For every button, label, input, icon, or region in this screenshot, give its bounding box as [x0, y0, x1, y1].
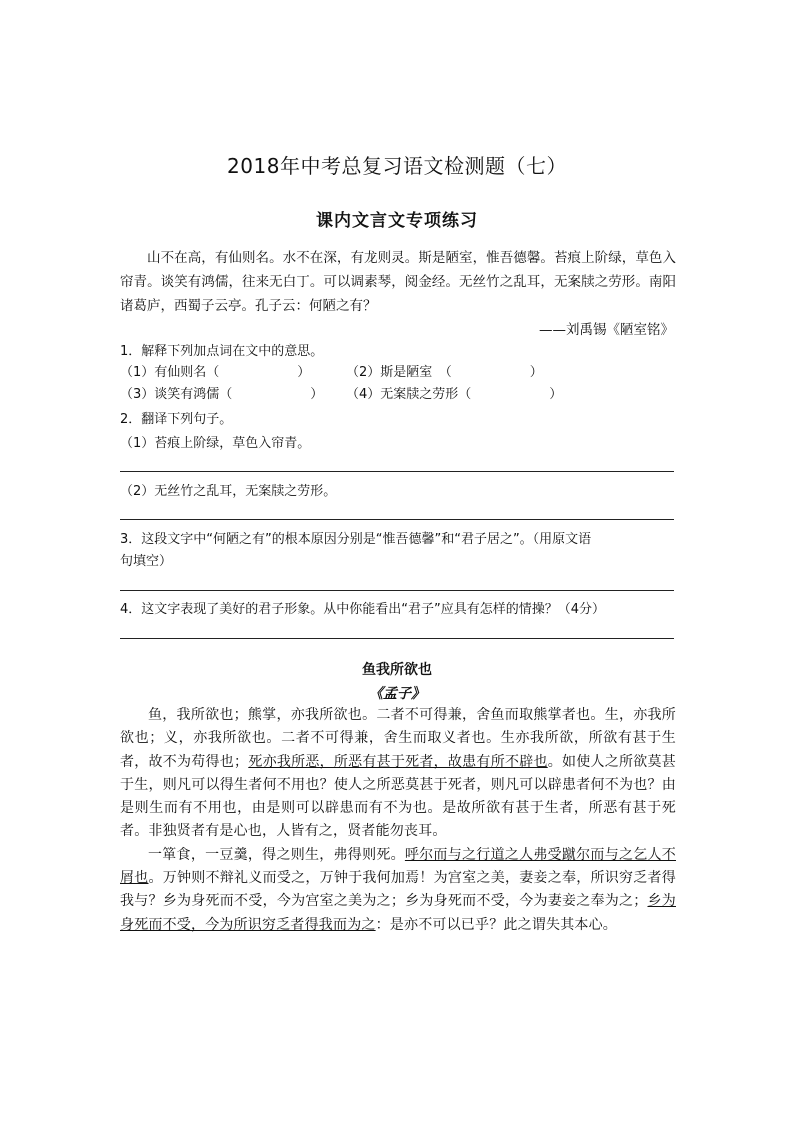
passage-yu-wo-suo-yu [120, 704, 676, 937]
passage-lou-shi-ming [120, 246, 676, 318]
passage-2-title: 鱼我所欲也 [362, 662, 432, 678]
question-1-stem: 1．解释下列加点词在文中的意思。 [120, 344, 324, 359]
question-1-item-3: （3）谈笑有鸿儒（ ） [120, 387, 324, 402]
passage-2-paragraph-1 [120, 704, 676, 844]
underlined-sentence-3: 乡为身死而不受，今为所识穷乏者得我而为之 [120, 893, 676, 933]
paragraph-2-text-c: ：是亦不可以已乎？此之谓失其本心。 [375, 916, 618, 933]
paragraph-1-text-a: 鱼，我所欲也；熊掌，亦我所欲也。二者不可得兼，舍鱼而取熊掌者也。生，亦我所欲也；义，亦我所欲也。二者不可得兼，舍生而取义者也。生亦我所欲，所欲有甚于生者，故不为苟得也； [120, 707, 676, 770]
question-3-line-1: 3．这段文字中“何陋之有”的根本原因分别是“惟吾德馨”和“君子居之”。（用原文语 [120, 532, 592, 547]
answer-line-1[interactable] [120, 471, 674, 472]
paragraph-2-text-a: 一箪食，一豆羹，得之则生，弗得则死。 [148, 846, 405, 863]
answer-line-4[interactable] [120, 638, 674, 639]
question-1-item-1: （1）有仙则名（ ） [120, 365, 311, 380]
answer-line-3[interactable] [120, 590, 674, 591]
passage-text: 山不在高，有仙则名。水不在深，有龙则灵。斯是陋室，惟吾德馨。苔痕上阶绿，草色入帘青。谈笑有鸿儒，往来无白丁。可以调素琴，阅金经。无丝竹之乱耳，无案牍之劳形。南阳诸葛庐，西蜀子云亭。孔子云：何陋之有？ [120, 250, 676, 314]
question-1-row-2 [120, 384, 562, 406]
passage-2-author: 《孟子》 [369, 686, 425, 702]
underlined-sentence-2: 呼尔而与之行道之人弗受蹴尔而与之乞人不屑也 [120, 846, 676, 887]
question-1-item-4: （4）无案牍之劳形（ ） [346, 387, 563, 402]
paragraph-2-text-b: 。万钟则不辩礼义而受之，万钟于我何加焉！为宫室之美，妻妾之奉，所识穷乏者得我与？乡为身死而不受，今为宫室之美为之；乡为身死而不受，今为妻妾之奉为之； [120, 870, 676, 910]
passage-2-paragraph-2 [120, 844, 676, 937]
question-1-item-2: （2）斯是陋室 （ ） [346, 365, 543, 380]
question-2-sentence-2: （2）无丝竹之乱耳，无案牍之劳形。 [120, 484, 337, 499]
page-subtitle: 课内文言文专项练习 [316, 211, 478, 231]
page-title: 2018年中考总复习语文检测题（七） [227, 154, 567, 178]
question-4-stem: 4．这文字表现了美好的君子形象。从中你能看出“君子”应具有怎样的情操？（4分） [120, 602, 606, 617]
question-1-row-1 [120, 362, 543, 384]
paragraph-1-text-b: 。如使人之所欲莫甚于生，则凡可以得生者何不用也？使人之所恶莫甚于死者，则凡可以辟患者何不为也？由是则生而有不用也，由是则可以辟患而有不为也。是故所欲有甚于生者，所恶有甚于死者。非独贤者有是心也，人皆有之，贤者能勿丧耳。 [120, 753, 676, 840]
question-2-sentence-1: （1）苔痕上阶绿，草色入帘青。 [120, 436, 311, 451]
underlined-sentence-1: 死亦我所恶，所恶有甚于死者，故患有所不辟也 [248, 753, 548, 770]
passage-author: ——刘禹锡《陋室铭》 [539, 322, 674, 338]
question-3-line-2: 句填空） [120, 554, 173, 569]
answer-line-2[interactable] [120, 519, 674, 520]
question-2-stem: 2．翻译下列句子。 [120, 412, 233, 427]
